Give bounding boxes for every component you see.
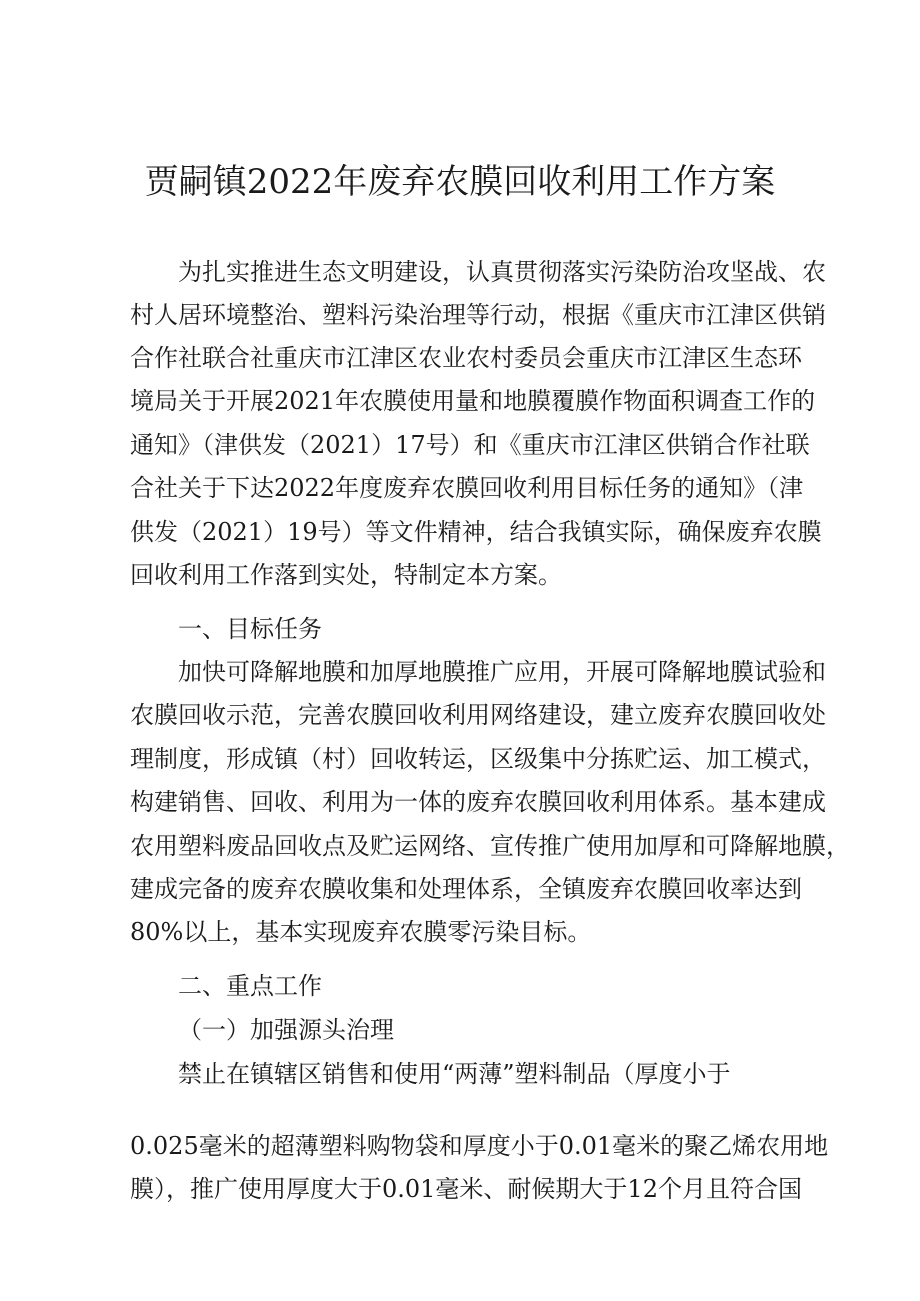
body-line: 建成完备的废弃农膜收集和处理体系，全镇废弃农膜回收率达到 [130,875,802,903]
body-line: 合作社联合社重庆市江津区农业农村委员会重庆市江津区生态环 [130,344,802,372]
body-line: 农用塑料废品回收点及贮运网络、宣传推广使用加厚和可降解地膜， [130,832,850,860]
body-line: 合社关于下达2022年度废弃农膜回收利用目标任务的通知》（津 [130,474,804,502]
body-line: 为扎实推进生态文明建设，认真贯彻落实污染防治攻坚战、农 [178,258,826,286]
body-line: 农膜回收示范，完善农膜回收利用网络建设，建立废弃农膜回收处 [130,701,826,729]
body-line: 通知》（津供发（2021）17号）和《重庆市江津区供销合作社联 [130,431,810,459]
body-line: 供发（2021）19号）等文件精神，结合我镇实际，确保废弃农膜 [130,518,822,546]
body-line: 村人居环境整治、塑料污染治理等行动，根据《重庆市江津区供销 [130,301,826,329]
body-line: 理制度，形成镇（村）回收转运，区级集中分拣贮运、加工模式， [130,745,826,773]
body-line: 回收利用工作落到实处，特制定本方案。 [130,561,562,589]
body-line: 0.025毫米的超薄塑料购物袋和厚度小于0.01毫米的聚乙烯农用地 [130,1132,829,1160]
subsection-heading: （一）加强源头治理 [178,1016,394,1044]
body-line: 构建销售、回收、利用为一体的废弃农膜回收利用体系。基本建成 [130,788,826,816]
body-line: 膜），推广使用厚度大于0.01毫米、耐候期大于12个月且符合国 [130,1175,802,1203]
section-heading: 二、重点工作 [178,972,322,1000]
body-line: 80%以上，基本实现废弃农膜零污染目标。 [130,918,592,946]
body-line: 禁止在镇辖区销售和使用“两薄”塑料制品（厚度小于 [178,1060,731,1088]
body-line: 加快可降解地膜和加厚地膜推广应用，开展可降解地膜试验和 [178,658,826,686]
section-heading: 一、目标任务 [178,615,322,643]
document-title: 贾嗣镇2022年废弃农膜回收利用工作方案 [144,162,776,202]
body-line: 境局关于开展2021年农膜使用量和地膜覆膜作物面积调查工作的 [130,387,816,415]
